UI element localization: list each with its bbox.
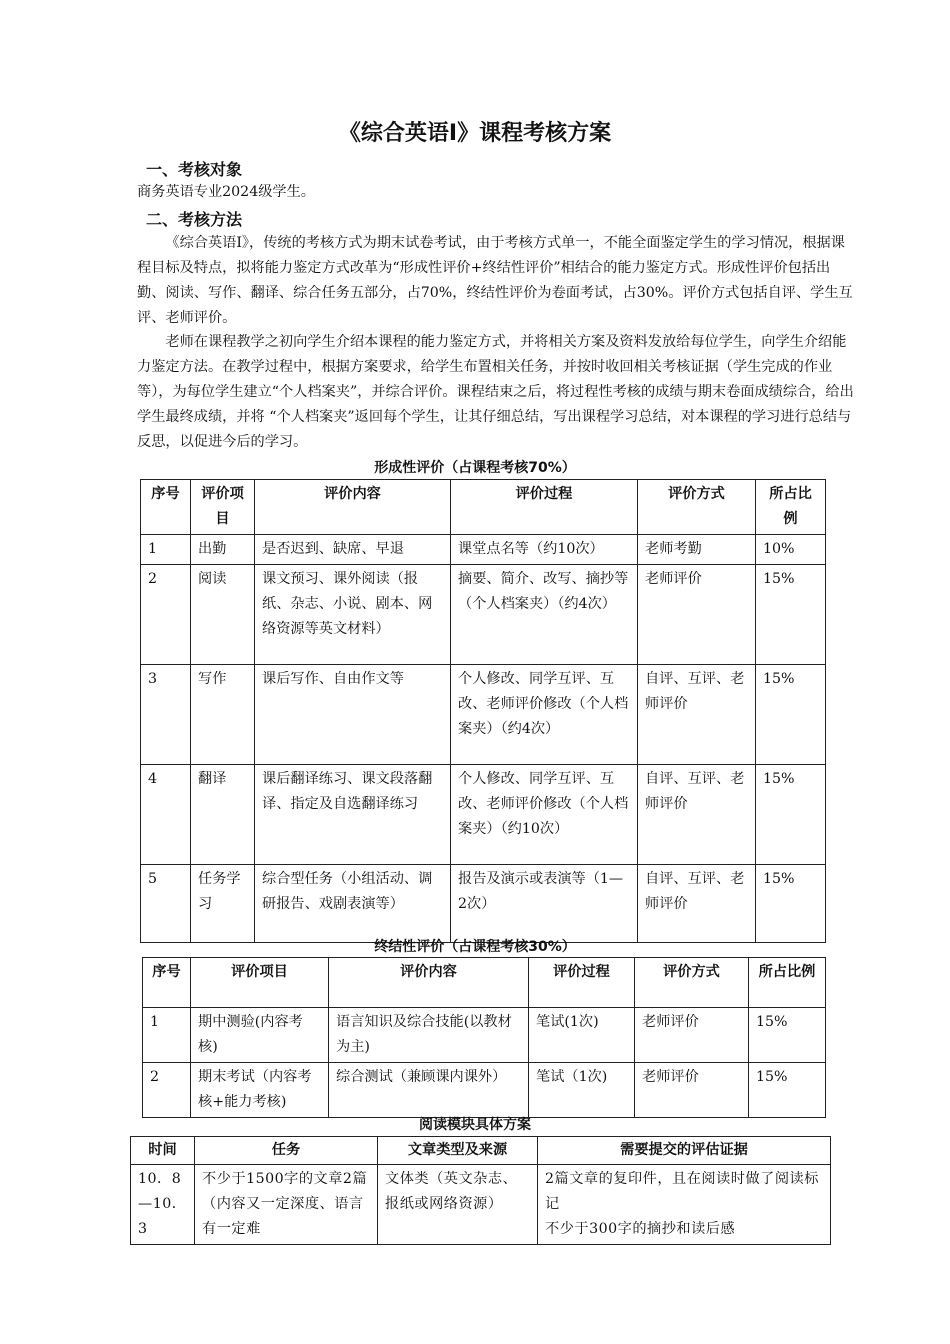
column-header: 任务 bbox=[195, 1137, 378, 1165]
page-title: 《综合英语Ⅰ》课程考核方案 bbox=[338, 121, 612, 146]
table-cell: 是否迟到、缺席、早退 bbox=[255, 535, 451, 565]
table-cell: 4 bbox=[141, 765, 191, 865]
table-cell: 不少于1500字的文章2篇（内容又一定深度、语言有一定难 bbox=[195, 1165, 378, 1245]
table-cell: 出勤 bbox=[191, 535, 255, 565]
table-cell: 课堂点名等（约10次） bbox=[451, 535, 638, 565]
column-header: 评价内容 bbox=[255, 480, 451, 535]
table-cell: 1 bbox=[143, 1008, 191, 1063]
table-cell: 报告及演示或表演等（1—2次） bbox=[451, 865, 638, 943]
table-cell: 15% bbox=[756, 765, 826, 865]
column-header: 序号 bbox=[141, 480, 191, 535]
column-header: 评价过程 bbox=[451, 480, 638, 535]
table-cell: 15% bbox=[749, 1008, 826, 1063]
table-cell: 5 bbox=[141, 865, 191, 943]
column-header: 评价项目 bbox=[191, 958, 329, 1008]
table-cell: 写作 bbox=[191, 665, 255, 765]
column-header: 所占比例 bbox=[749, 958, 826, 1008]
table-cell: 笔试（1次) bbox=[529, 1063, 635, 1118]
table-row bbox=[131, 1165, 831, 1245]
table-header-row bbox=[141, 480, 826, 535]
table-cell: 15% bbox=[756, 565, 826, 665]
reading-plan-table bbox=[130, 1136, 831, 1245]
column-header: 评价过程 bbox=[529, 958, 635, 1008]
table-cell: 15% bbox=[756, 665, 826, 765]
section-heading-method: 二、考核方法 bbox=[146, 210, 243, 229]
table-cell: 摘要、简介、改写、摘抄等（个人档案夹）（约4次） bbox=[451, 565, 638, 665]
table-cell: 老师评价 bbox=[635, 1063, 749, 1118]
table-row bbox=[143, 1063, 826, 1118]
table-cell: 1 bbox=[141, 535, 191, 565]
table-cell: 个人修改、同学互评、互改、老师评价修改（个人档案夹）（约4次） bbox=[451, 665, 638, 765]
table-cell: 综合型任务（小组活动、调研报告、戏剧表演等） bbox=[255, 865, 451, 943]
table-cell: 期末考试（内容考核+能力考核) bbox=[191, 1063, 329, 1118]
table-cell: 笔试(1次) bbox=[529, 1008, 635, 1063]
table-cell: 自评、互评、老师评价 bbox=[638, 865, 756, 943]
table-cell: 老师评价 bbox=[635, 1008, 749, 1063]
section-target-text: 商务英语专业2024级学生。 bbox=[137, 184, 315, 200]
table-cell: 10% bbox=[756, 535, 826, 565]
reading-table-caption: 阅读模块具体方案 bbox=[419, 1117, 531, 1133]
table-cell: 老师考勤 bbox=[638, 535, 756, 565]
table-cell: 期中测验(内容考核) bbox=[191, 1008, 329, 1063]
table-cell: 15% bbox=[749, 1063, 826, 1118]
table-row bbox=[141, 865, 826, 943]
table-row bbox=[141, 665, 826, 765]
table-cell: 2 bbox=[141, 565, 191, 665]
column-header: 需要提交的评估证据 bbox=[538, 1137, 831, 1165]
column-header: 时间 bbox=[131, 1137, 195, 1165]
table-cell: 老师评价 bbox=[638, 565, 756, 665]
table-cell: 2 bbox=[143, 1063, 191, 1118]
table-header-row bbox=[131, 1137, 831, 1165]
table-row bbox=[141, 765, 826, 865]
column-header: 评价方式 bbox=[635, 958, 749, 1008]
column-header: 所占比例 bbox=[756, 480, 826, 535]
formative-table-caption: 形成性评价（占课程考核70%） bbox=[374, 460, 576, 476]
summative-table bbox=[142, 957, 826, 1118]
summative-table-caption: 终结性评价（占课程考核30%） bbox=[374, 939, 576, 955]
column-header: 评价内容 bbox=[329, 958, 529, 1008]
table-cell: 自评、互评、老师评价 bbox=[638, 665, 756, 765]
column-header: 序号 bbox=[143, 958, 191, 1008]
table-row bbox=[141, 535, 826, 565]
column-header: 评价项目 bbox=[191, 480, 255, 535]
table-cell: 任务学习 bbox=[191, 865, 255, 943]
table-cell: 课文预习、课外阅读（报纸、杂志、小说、剧本、网络资源等英文材料） bbox=[255, 565, 451, 665]
method-paragraph-2: 老师在课程教学之初向学生介绍本课程的能力鉴定方式，并将相关方案及资料发放给每位学生，向学生介绍能力鉴定方法。在教学过程中，根据方案要求，给学生布置相关任务，并按时收回相关考核证据（学生完成的作业等），为每位学生建立“个人档案夹”，并综合评价。课程结束之后，将过程性考核的成绩与期末卷面成绩综合，给出学生最终成绩，并将 “个人档案夹”返回每个学生，让其仔细总结，写出课程学习总结，对本课程的学习进行总结与反思，以促进今后的学习。 bbox=[137, 334, 854, 450]
section-heading-target: 一、考核对象 bbox=[146, 160, 243, 179]
table-cell: 15% bbox=[756, 865, 826, 943]
formative-table bbox=[140, 479, 826, 943]
method-paragraph-1: 《综合英语Ⅰ》，传统的考核方式为期末试卷考试，由于考核方式单一，不能全面鉴定学生的学习情况，根据课程目标及特点，拟将能力鉴定方式改革为“形成性评价+终结性评价”相结合的能力鉴定方式。形成性评价包括出勤、阅读、写作、翻译、综合任务五部分，占70%，终结性评价为卷面考试，占30%。评价方式包括自评、学生互评、老师评价。 bbox=[137, 235, 853, 326]
table-cell: 个人修改、同学互评、互改、老师评价修改（个人档案夹）（约10次） bbox=[451, 765, 638, 865]
column-header: 评价方式 bbox=[638, 480, 756, 535]
table-cell: 自评、互评、老师评价 bbox=[638, 765, 756, 865]
table-cell: 课后翻译练习、课文段落翻译、指定及自选翻译练习 bbox=[255, 765, 451, 865]
table-cell: 2篇文章的复印件，且在阅读时做了阅读标记 不少于300字的摘抄和读后感 bbox=[538, 1165, 831, 1245]
table-cell: 课后写作、自由作文等 bbox=[255, 665, 451, 765]
table-cell: 3 bbox=[141, 665, 191, 765]
table-cell: 10．8—10．3 bbox=[131, 1165, 195, 1245]
table-cell: 翻译 bbox=[191, 765, 255, 865]
table-cell: 阅读 bbox=[191, 565, 255, 665]
table-cell: 语言知识及综合技能(以教材为主) bbox=[329, 1008, 529, 1063]
table-row bbox=[143, 1008, 826, 1063]
column-header: 文章类型及来源 bbox=[378, 1137, 538, 1165]
table-row bbox=[141, 565, 826, 665]
table-cell: 文体类（英文杂志、报纸或网络资源） bbox=[378, 1165, 538, 1245]
table-cell: 综合测试（兼顾课内课外） bbox=[329, 1063, 529, 1118]
table-header-row bbox=[143, 958, 826, 1008]
